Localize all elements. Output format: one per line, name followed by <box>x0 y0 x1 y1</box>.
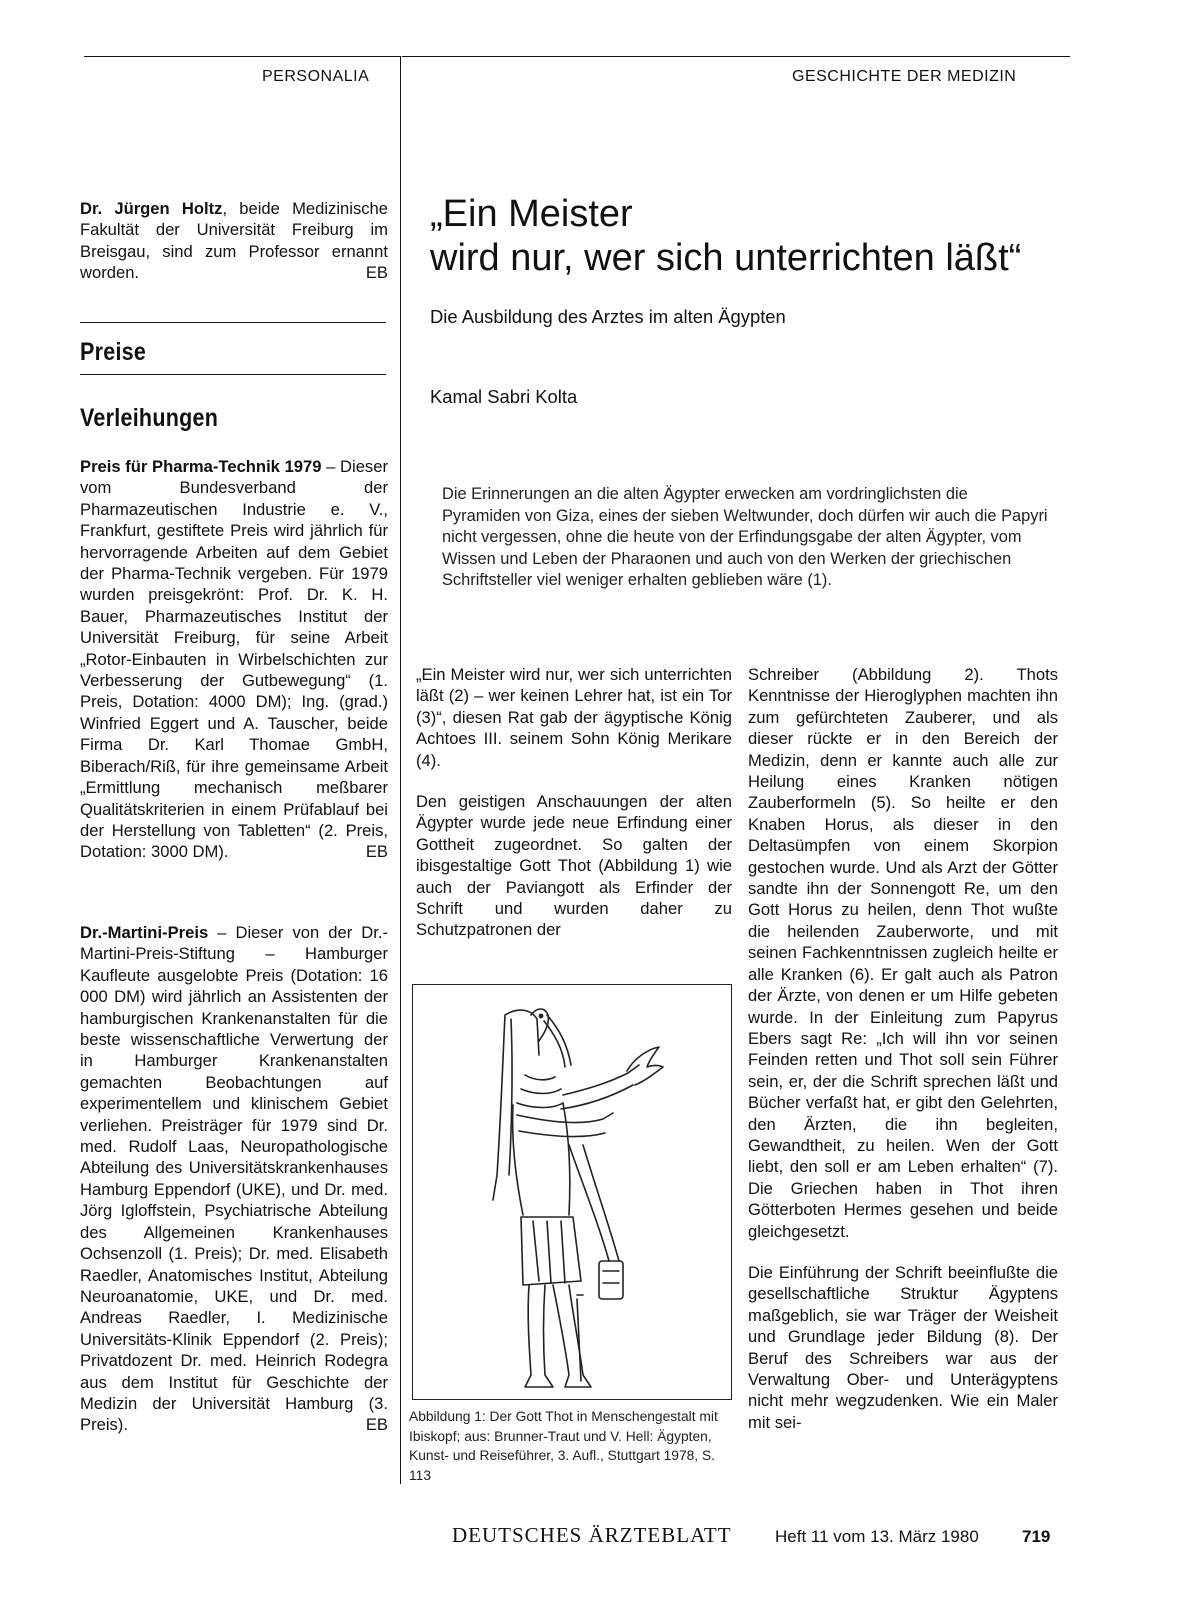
preise-rule-bottom <box>80 374 386 375</box>
prize1-sign: EB <box>365 842 388 862</box>
article-title-line1: „Ein Meister <box>430 193 633 235</box>
prize1-text: – Dieser vom Bundesverband der Pharmazeutischen Industrie e. V., Frankfurt, gestiftete Preis wird jährlich für hervorragende Arbeiten auf dem Gebiet der Pharma-Technik vergeben. Für 1979 wurden preisgekrönt: Prof. Dr. K. H. Bauer, Pharmazeutisches Institut der Universität Freiburg, für seine Arbeit „Rotor-Einbauten in Wirbelschichten zur Verbesserung der Gutbewegung“ (1. Preis, Dotation: 4000 DM); Ing. (grad.) Winfried Eggert und A. Tauscher, beide Firma Dr. Karl Thomae GmbH, Biberach/Riß, für ihre gemeinsame Arbeit „Ermittlung mechanisch meßbarer Qualitätskriterien in einem Prüfablauf bei der Herstellung von Tabletten“ (2. Preis, Dotation: 3000 DM). <box>80 457 388 862</box>
article-column-1 <box>416 664 732 961</box>
prize2-sign: EB <box>365 1415 388 1435</box>
article-subtitle: Die Ausbildung des Arztes im alten Ägypten <box>430 306 786 327</box>
header-rule-right <box>402 56 1070 57</box>
figure-caption: Abbildung 1: Der Gott Thot in Menschengestalt mit Ibiskopf; aus: Brunner-Traut und V. Hell: Ägypten, Kunst- und Reiseführer, 3. Aufl., Stuttgart 1978, S. 113 <box>409 1409 718 1483</box>
article-title-line2: wird nur, wer sich unterrichten läßt“ <box>430 237 1022 279</box>
page-number: 719 <box>1022 1527 1051 1546</box>
article-author: Kamal Sabri Kolta <box>430 386 578 407</box>
intro-text: , beide Medizinische Fakultät der Universität Freiburg im Breisgau, sind zum Professor ernannt worden. <box>80 199 388 283</box>
column-divider <box>400 56 401 1484</box>
prize-martini <box>80 922 388 1436</box>
intro-name: Dr. Jürgen Holtz <box>80 199 223 218</box>
heading-verleihungen: Verleihungen <box>80 404 219 432</box>
heading-preise: Preise <box>80 338 147 366</box>
preise-rule-top <box>80 322 386 323</box>
article-column-2 <box>748 664 1058 1453</box>
section-label-geschichte: GESCHICHTE DER MEDIZIN <box>792 68 1017 85</box>
article-abstract: Die Erinnerungen an die alten Ägypter erwecken am vordringlichsten die Pyramiden von Giza, eines der sieben Weltwunder, doch dürfen wir auch die Papyri nicht vergessen, ohne die heute von der Erfindungsgabe der alten Ägypter, vom Wissen und Leben der Pharaonen und auch von den Werken der griechischen Schriftsteller viel weniger erhalten geblieben wäre (1). <box>442 485 1048 589</box>
prize1-title: Preis für Pharma-Technik 1979 <box>80 457 322 476</box>
col2-paragraph-2: Die Einführung der Schrift beeinflußte die gesellschaftliche Struktur Ägyptens maßgeblich, sie war Träger der Weisheit und Grundlage jeder Bildung (8). Der Beruf des Schreibers war aus der Verwaltung Ober- und Unterägyptens nicht mehr wegzudenken. Wie ein Maler mit sei- <box>748 1262 1058 1432</box>
prize-pharma-technik <box>80 456 388 863</box>
figure-thot <box>412 984 732 1400</box>
col2-paragraph-1: Schreiber (Abbildung 2). Thots Kenntnisse der Hieroglyphen machten ihn zum gefürchteten Zauberer, und als dieser rückte er in den Bereich der Medizin, denn er kannte auch alle zur Heilung eines Kranken nötigen Zauberformeln (5). So heilte er den Knaben Horus, als dieser in den Deltasümpfen von einem Skorpion gestochen wurde. Und als Arzt der Götter sandte ihn der Sonnengott Re, um den Gott Horus zu heilen, denn Thot wußte die heilenden Zauberworte, und mit seinen Fachkenntnissen zugleich heilte er alle Kranken (6). Er galt auch als Patron der Ärzte, von denen er um Hilfe gebeten wurde. In der Einleitung zum Papyrus Ebers sagt Re: „Ich will ihn vor seinen Feinden retten und Thot soll sein Führer sein, er, der die Schrift sprechen läßt und Bücher verfaßt hat, er gibt den Gelehrten, den Ärzten, die ihn begleiten, Gewandtheit, zu heilen. Wen der Gott liebt, den soll er am Leben erhalten“ (7). Die Griechen haben in Thot ihren Götterboten Hermes gesehen und beide gleichgesetzt. <box>748 665 1058 1241</box>
prize2-title: Dr.-Martini-Preis <box>80 923 209 942</box>
header-rule-left <box>84 56 400 57</box>
article-title <box>430 192 1021 280</box>
section-label-personalia: PERSONALIA <box>262 68 370 85</box>
intro-sign: EB <box>365 263 388 283</box>
issue-info: Heft 11 vom 13. März 1980 <box>775 1527 979 1546</box>
prize2-text: – Dieser von der Dr.-Martini-Preis-Stiftung – Hamburger Kaufleute ausgelobte Preis (Dotation: 16 000 DM) wird jährlich an Assistenten der hamburgischen Krankenanstalten für die beste wissenschaftliche Verwertung der in Hamburger Krankenanstalten gemachten Beobachtungen auf experimentellem und klinischem Gebiet verliehen. Preisträger für 1979 sind Dr. med. Rudolf Laas, Neuropathologische Abteilung des Universitätskrankenhauses Hamburg Eppendorf (UKE), und Dr. med. Jörg Igloffstein, Psychiatrische Abteilung des Allgemeinen Krankenhauses Ochsenzoll (1. Preis); Dr. med. Elisabeth Raedler, Anatomisches Institut, Abteilung Neuroanatomie, UKE, und Dr. med. Andreas Raedler, I. Medizinische Universitäts-Klinik Eppendorf (2. Preis); Privatdozent Dr. med. Heinrich Rodegra aus dem Institut für Geschichte der Medizin der Universität Hamburg (3. Preis). <box>80 923 388 1435</box>
thot-illustration <box>413 985 731 1399</box>
journal-name: DEUTSCHES ÄRZTEBLATT <box>452 1523 732 1547</box>
intro-paragraph <box>80 198 388 284</box>
col1-paragraph-2: Den geistigen Anschauungen der alten Ägypter wurde jede neue Erfindung einer Gottheit zugeordnet. So galten der ibisgestaltige Gott Thot (Abbildung 1) wie auch der Paviangott als Erfinder der Schrift und wurden daher zu Schutzpatronen der <box>416 792 732 940</box>
col1-paragraph-1: „Ein Meister wird nur, wer sich unterrichten läßt (2) – wer keinen Lehrer hat, ist ein Tor (3)“, diesen Rat gab der ägyptische König Achtoes III. seinem Sohn König Merikare (4). <box>416 665 732 770</box>
